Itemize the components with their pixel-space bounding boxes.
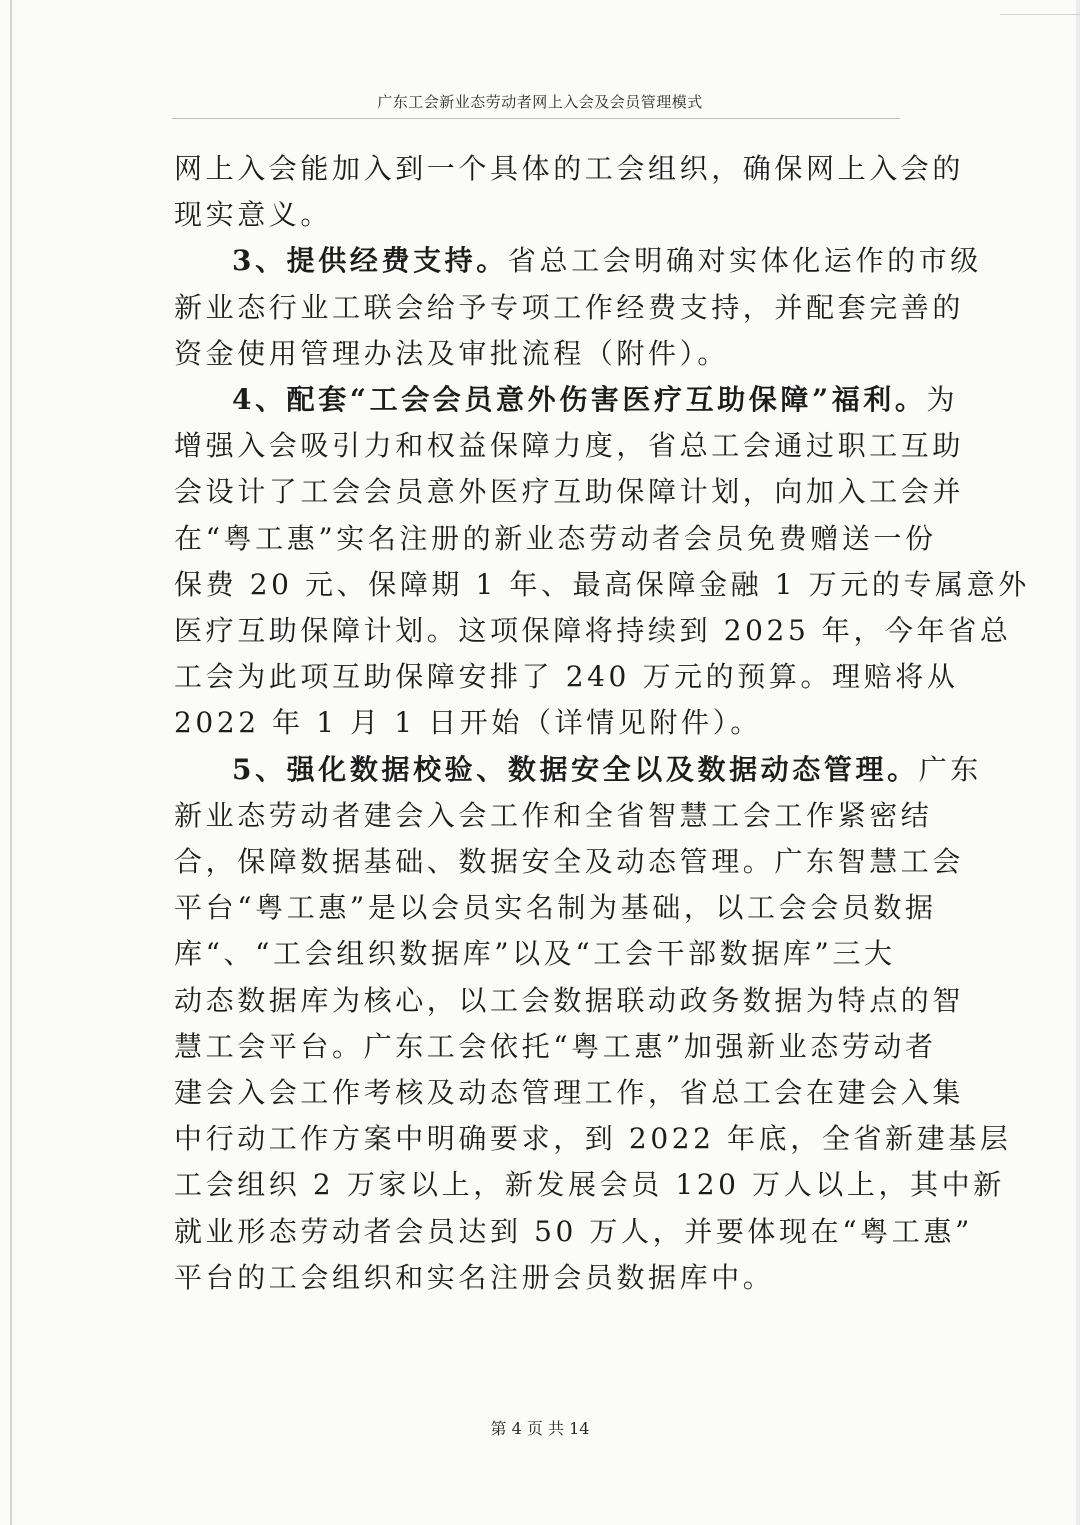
text-line [174, 608, 1012, 654]
header-rule [172, 118, 900, 119]
text-line [174, 1255, 914, 1301]
text-line [174, 978, 965, 1024]
line-text: 新业态行业工联会给予专项工作经费支持，并配套完善的 [174, 290, 965, 324]
text-line [174, 562, 1030, 608]
text-line [174, 1070, 965, 1116]
text-line [174, 931, 914, 977]
line-text: 广东 [918, 752, 982, 786]
text-line [174, 423, 965, 469]
line-text: 医疗互助保障计划。这项保障将持续到 2025 年，今年省总 [174, 614, 1012, 648]
line-text: 平台“粤工惠”是以会员实名制为基础，以工会会员数据 [174, 891, 937, 925]
line-text: 新业态劳动者建会入会工作和全省智慧工会工作紧密结 [174, 798, 933, 832]
line-text: 动态数据库为核心，以工会数据联动政务数据为特点的智 [174, 983, 965, 1017]
text-line [174, 238, 982, 284]
paragraph-heading: 4、配套“工会会员意外伤害医疗互助保障”福利。 [232, 383, 927, 417]
line-text: 工会组织 2 万家以上，新发展会员 120 万人以上，其中新 [174, 1168, 1005, 1202]
scan-edge-top [1000, 14, 1080, 15]
scan-edge-right [1076, 0, 1080, 1525]
text-line [174, 793, 933, 839]
line-text: 慧工会平台。广东工会依托“粤工惠”加强新业态劳动者 [174, 1029, 937, 1063]
text-line [174, 331, 914, 377]
scan-edge-left [10, 0, 12, 1525]
line-text: 工会为此项互助保障安排了 240 万元的预算。理赔将从 [174, 660, 959, 694]
page-number: 第 4 页 共 14 [490, 1419, 590, 1438]
text-line [174, 377, 959, 423]
line-text: 库“、“工会组织数据库”以及“工会干部数据库”三大 [174, 937, 896, 971]
text-line [174, 839, 965, 885]
text-line [174, 654, 959, 700]
line-text: 平台的工会组织和实名注册会员数据库中。 [174, 1260, 775, 1294]
line-text: 省总工会明确对实体化运作的市级 [507, 244, 982, 278]
text-line [174, 516, 937, 562]
line-text: 网上入会能加入到一个具体的工会组织，确保网上入会的 [174, 152, 965, 185]
text-line [174, 146, 965, 192]
text-line [174, 192, 914, 238]
line-text: 合，保障数据基础、数据安全及动态管理。广东智慧工会 [174, 845, 965, 879]
line-text: 在“粤工惠”实名注册的新业态劳动者会员免费赠送一份 [174, 521, 937, 555]
text-line [174, 469, 965, 515]
line-text: 会设计了工会会员意外医疗互助保障计划，向加入工会并 [174, 475, 965, 509]
text-line [174, 700, 914, 746]
text-line [174, 1162, 1005, 1208]
line-text: 现实意义。 [174, 198, 333, 232]
line-text: 建会入会工作考核及动态管理工作，省总工会在建会入集 [174, 1076, 965, 1110]
running-header: 广东工会新业态劳动者网上入会及会员管理模式 [377, 93, 703, 111]
line-text: 为 [926, 383, 959, 417]
paragraph-heading: 5、强化数据校验、数据安全以及数据动态管理。 [232, 752, 919, 786]
text-line [174, 1209, 973, 1255]
text-line [174, 1116, 1012, 1162]
text-line [174, 885, 937, 931]
line-text: 2022 年 1 月 1 日开始（详情见附件）。 [174, 706, 762, 740]
text-line [174, 285, 965, 331]
text-line [174, 1024, 937, 1070]
paragraph-heading: 3、提供经费支持。 [232, 244, 508, 278]
line-text: 增强入会吸引力和权益保障力度，省总工会通过职工互助 [174, 429, 965, 463]
line-text: 保费 20 元、保障期 1 年、最高保障金融 1 万元的专属意外 [174, 567, 1030, 601]
text-line [174, 747, 982, 793]
line-text: 资金使用管理办法及审批流程（附件）。 [174, 336, 729, 370]
line-text: 中行动工作方案中明确要求，到 2022 年底，全省新建基层 [174, 1122, 1012, 1156]
line-text: 就业形态劳动者会员达到 50 万人，并要体现在“粤工惠” [174, 1214, 973, 1248]
body-text [174, 146, 1030, 1301]
